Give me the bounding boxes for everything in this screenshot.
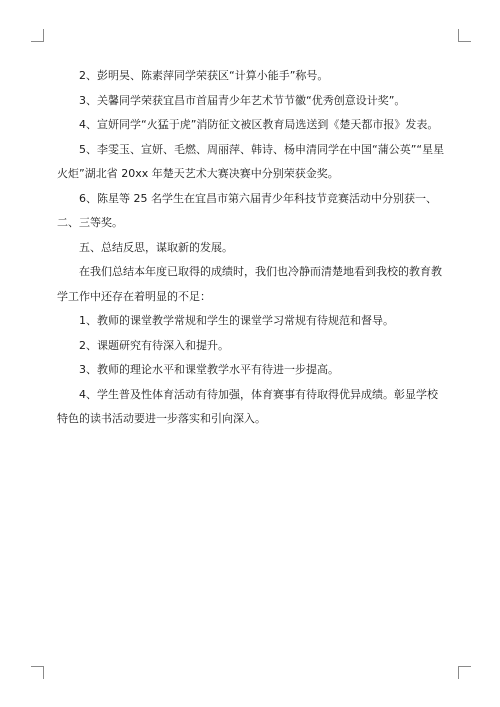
paragraph-award-essay: 4、宣妍同学“火猛于虎”消防征文被区教育局选送到《楚天都市报》发表。 <box>79 118 439 131</box>
paragraph-shortcoming-2: 2、课题研究有待深入和提升。 <box>79 338 229 352</box>
crop-mark-top-left <box>31 29 44 42</box>
paragraph-shortcoming-1: 1、教师的课堂教学常规和学生的课堂学习常规有待规范和督导。 <box>79 314 394 327</box>
paragraph-shortcoming-3: 3、教师的理论水平和课堂教学水平有待进一步提高。 <box>79 363 339 376</box>
paragraph-award-emblem-design: 3、关馨同学荣获宜昌市首届青少年艺术节节徽“优秀创意设计奖”。 <box>79 93 406 107</box>
crop-mark-top-right <box>458 29 471 42</box>
paragraph-shortcoming-4: 4、学生普及性体育活动有待加强，体育赛事有待取得优异成绩。彰显学校特色的读书活动要进一步落实和引向深入。 <box>57 387 438 425</box>
paragraph-award-art-contest: 5、李雯玉、宣妍、毛燃、周丽萍、韩诗、杨申清同学在中国“蒲公英”“星星火炬”湖北省 20xx 年楚天艺术大赛决赛中分别荣获金奖。 <box>57 142 445 180</box>
crop-mark-bottom-right <box>458 666 471 679</box>
paragraph-award-science-festival: 6、陈星等 25 名学生在宜昌市第六届青少年科技节竞赛活动中分别获一、二、三等奖。 <box>57 191 437 229</box>
paragraph-award-calculation: 2、彭明昊、陈素萍同学荣获区“计算小能手”称号。 <box>79 69 329 82</box>
section-heading-reflection: 五、总结反思，谋取新的发展。 <box>79 240 233 254</box>
document-body <box>57 64 445 432</box>
paragraph-reflection-intro: 在我们总结本年度已取得的成绩时，我们也冷静而清楚地看到我校的教育教学工作中还存在着明显的不足： <box>57 265 442 303</box>
crop-mark-bottom-left <box>31 666 44 679</box>
